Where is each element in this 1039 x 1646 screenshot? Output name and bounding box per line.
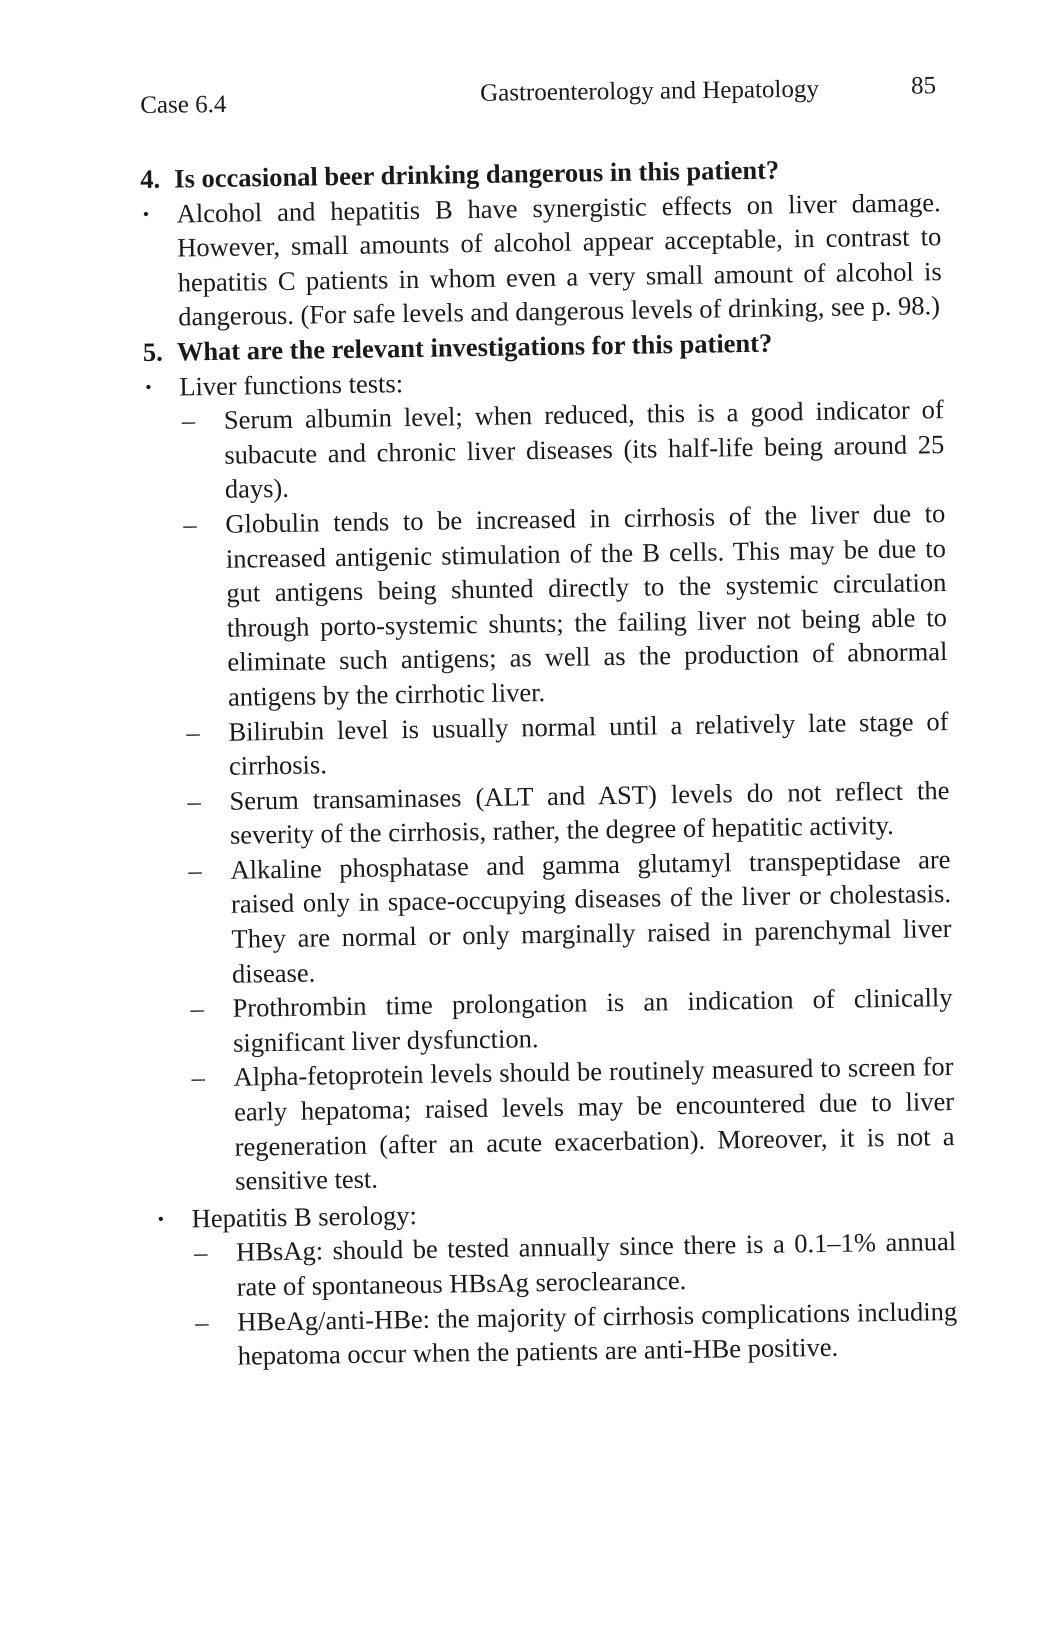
running-header <box>140 74 936 124</box>
list-item <box>191 1294 958 1375</box>
dash-icon: – <box>181 405 196 436</box>
list-item-text: Alpha-fetoprotein levels should be routinely measured to screen for early hepatoma; raised levels may be encountered due to liver regeneration (after an acute exacerbation). Moreover, it is not a sensitive test. <box>233 1051 955 1196</box>
answer-bullet <box>141 185 943 335</box>
bullet-icon: • <box>145 376 152 397</box>
question-text: What are the relevant investigations for this patient? <box>176 327 773 367</box>
answer-text: Alcohol and hepatitis B have synergistic effects on liver damage. However, small amounts of alcohol appear acceptable, in contrast to hepatitis C patients in whom even a very small amount of alcohol is dangerous. (For safe levels and dangerous levels of drinking, see p. 98.) <box>176 186 942 332</box>
list-item <box>178 392 945 507</box>
list-item-text: Globulin tends to be increased in cirrhosis of the liver due to increased antigenic stimulation of the B cells. This may be due to gut antigens being shunted directly to the systemic circulation through porto-systemic shunts; the failing liver not being able to eliminate such antigens; as well as the production of abnormal antigens by the cirrhotic liver. <box>225 498 948 712</box>
list-item <box>187 1049 955 1199</box>
list-item <box>186 980 953 1061</box>
page-number: 85 <box>910 72 937 100</box>
list-item-text: HBeAg/anti-HBe: the majority of cirrhosis complications including hepatoma occur when the patients are anti-HBe positive. <box>236 1295 958 1371</box>
dash-icon: – <box>193 1237 208 1268</box>
dash-icon: – <box>188 855 202 886</box>
list-item <box>182 704 949 785</box>
question-number: 5. <box>142 336 163 367</box>
dash-icon: – <box>190 993 205 1024</box>
list-item <box>190 1224 957 1305</box>
list-item <box>179 496 948 715</box>
dash-icon: – <box>186 716 200 747</box>
list-item-text: Serum transaminases (ALT and AST) levels do not reflect the severity of the cirrhosis, rather, the degree of hepatitic activity. <box>229 774 950 851</box>
list-item-text: Serum albumin level; when reduced, this is a good indicator of subacute and chronic liver diseases (its half-life being around 25 days). <box>223 394 945 505</box>
list-item-text: Bilirubin level is usually normal until a relatively late stage of cirrhosis. <box>228 705 949 781</box>
list-item <box>183 773 950 854</box>
page-body <box>140 150 958 1375</box>
question-text: Is occasional beer drinking dangerous in this patient? <box>174 154 780 194</box>
serology-heading: Hepatitis B serology: <box>191 1199 418 1234</box>
question-number: 4. <box>140 163 161 194</box>
list-item-text: Prothrombin time prolongation is an indication of clinically significant liver dysfunction. <box>232 982 953 1058</box>
dash-icon: – <box>187 785 201 817</box>
dash-icon: – <box>194 1306 209 1337</box>
section-title: Gastroenterology and Hepatology <box>479 75 820 107</box>
dash-icon: – <box>183 509 197 540</box>
list-item-text: Alkaline phosphatase and gamma glutamyl transpeptidase are raised only in space-occupying diseases of the liver or cholestasis. They are normal or only marginally raised in parenchymal liver disease. <box>230 843 952 989</box>
case-label: Case 6.4 <box>140 90 227 119</box>
bullet-icon: • <box>157 1208 165 1229</box>
list-item-text: HBsAg: should be tested annually since there is a 0.1–1% annual rate of spontaneous HBsAg seroclearance. <box>235 1226 957 1302</box>
lft-heading: Liver functions tests: <box>179 367 404 402</box>
dash-icon: – <box>191 1062 206 1093</box>
list-item <box>184 842 952 992</box>
bullet-icon: • <box>142 203 150 224</box>
